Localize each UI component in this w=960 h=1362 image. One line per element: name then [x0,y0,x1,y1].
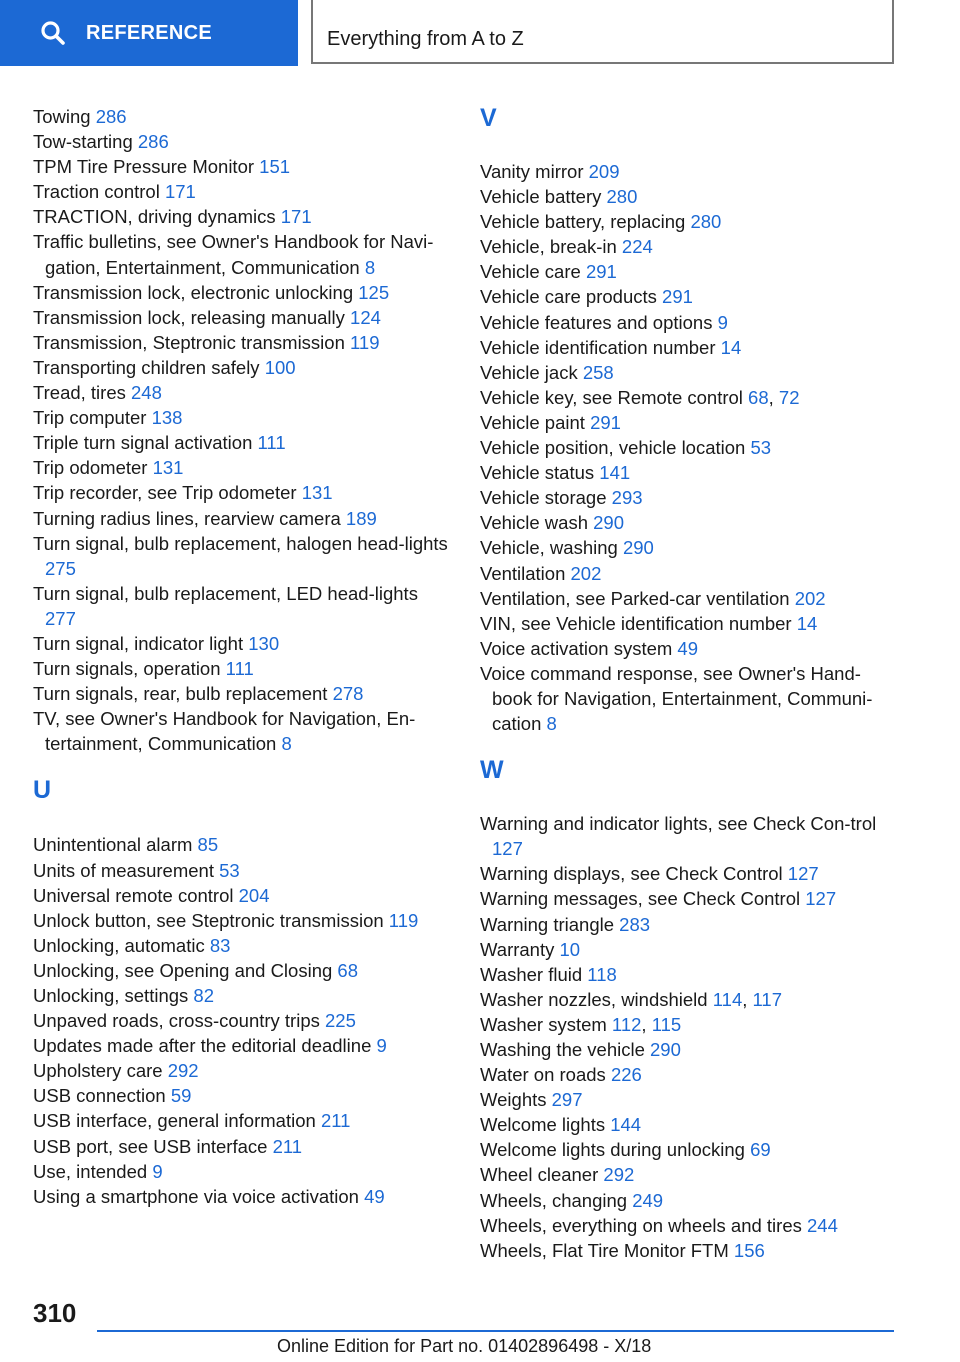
page-reference-link[interactable]: 280 [606,186,638,208]
index-entry-term: Vehicle battery [480,186,602,208]
index-entry-term: Welcome lights during unlocking [480,1139,745,1161]
index-entry [480,912,900,937]
page-reference-link[interactable]: 291 [585,261,617,283]
index-entry [33,706,453,756]
page-reference-link[interactable]: 131 [301,482,333,504]
index-entry [480,234,900,259]
index-entry [33,681,453,706]
section-title: Everything from A to Z [327,28,524,50]
page-reference-link[interactable]: 144 [610,1114,642,1136]
page-reference-link[interactable]: 258 [582,361,614,383]
index-entry [33,1008,453,1033]
index-entry-term: Use, intended [33,1160,148,1182]
index-entry [480,435,900,460]
index-entry-term: Warning displays, see Check Control [480,863,783,885]
index-entry-term: Vehicle, washing [480,537,618,559]
search-icon [40,19,68,47]
index-entry [33,983,453,1008]
index-entry-term: Washer nozzles, windshield [480,988,708,1010]
page-reference-link[interactable]: 290 [593,512,624,534]
page-reference-link[interactable]: 127 [492,838,523,860]
page-reference-link[interactable]: 115 [651,1013,682,1035]
index-entry-term: Vanity mirror [480,161,584,182]
index-entry [480,535,900,560]
index-entry-term: Tow-starting [33,131,133,153]
page-reference-link[interactable]: 117 [752,988,783,1010]
page-reference-link[interactable]: 8 [364,256,376,278]
page-reference-link[interactable]: 68 [337,959,358,981]
index-entry-term: Warning messages, see Check Control [480,888,801,910]
index-entry-term: Wheels, everything on wheels and tires [480,1214,802,1236]
index-entry [480,184,900,209]
index-entry-term: Using a smartphone via voice activation [33,1185,359,1207]
index-entry [480,1238,900,1263]
page-reference-link[interactable]: 8 [546,713,557,735]
index-entry-term: Traffic bulletins, see Owner's Handbook for Navi-gation, Entertainment, Communication [33,231,434,278]
index-entry-term: Water on roads [480,1064,606,1086]
index-entry [480,962,900,987]
page-reference-link[interactable]: 53 [219,859,240,881]
index-entry-term: Trip recorder, see Trip odometer [33,482,297,504]
index-column-left [33,104,453,1209]
index-entry-term: Ventilation, see Parked-car ventilation [480,587,790,609]
index-entry [33,204,453,229]
page-reference-link[interactable]: 53 [750,437,772,459]
index-entry [33,581,453,631]
page-reference-link[interactable]: 69 [750,1139,771,1161]
page-reference-link[interactable]: 130 [248,632,280,654]
index-entry-term: Warning and indicator lights, see Check Con-trol [480,813,877,835]
index-entry-term: Vehicle paint [480,411,585,433]
index-entry: Washer nozzles, windshield 114, 117 [480,988,783,1010]
index-entry-term: Turn signals, operation [33,658,221,680]
index-entry [33,531,453,581]
index-entry [480,335,900,360]
index-entry [33,933,453,958]
page-reference-link[interactable]: 127 [787,863,819,885]
index-letter-heading: U [33,776,52,805]
page-reference-link[interactable]: 278 [332,683,364,705]
index-entry [33,480,453,505]
index-entry [480,460,900,485]
page-reference-link[interactable]: 83 [209,934,231,956]
index-entry [480,586,900,611]
index-entry [33,330,453,355]
index-entry-term: Vehicle storage [480,487,607,509]
index-entry [33,656,453,681]
page-reference-link[interactable]: 292 [603,1164,635,1186]
page-reference-link[interactable]: 225 [325,1010,356,1032]
page-reference-link[interactable]: 68 [748,386,769,408]
index-entry [480,886,900,911]
index-entry-term: Vehicle, break-in [480,236,617,258]
index-entry-term: Washer fluid [480,963,583,985]
index-entry [33,179,453,204]
index-entry-term: Turning radius lines, rearview camera [33,507,341,529]
page-reference-link[interactable]: 141 [599,462,631,484]
index-entry [480,310,900,335]
page-reference-link[interactable]: 125 [358,281,390,303]
index-entry [480,209,900,234]
page-reference-link[interactable]: 204 [238,884,270,906]
index-entry [33,883,453,908]
index-entry [33,405,453,430]
index-entry-term: Vehicle position, vehicle location [480,437,746,459]
index-entry-term: Upholstery care [33,1060,163,1082]
index-entry-term: Unlocking, see Opening and Closing [33,959,333,981]
index-entry [33,908,453,933]
index-entry-term: USB connection [33,1085,166,1107]
index-column-right [480,104,900,1263]
index-entry-term: Unintentional alarm [33,834,193,856]
index-entry-term: Unlock button, see Steptronic transmission [33,909,384,931]
index-entry-term: Unlocking, settings [33,985,189,1006]
index-entry-term: Unlocking, automatic [33,934,205,956]
index-entry-term: Washer system [480,1013,607,1035]
index-entry-term: Transmission lock, electronic unlocking [33,281,354,303]
page-reference-link[interactable]: 280 [690,211,722,233]
index-entry-term: Updates made after the editorial deadline [33,1035,372,1057]
index-entry [480,1162,900,1187]
index-entry [33,506,453,531]
page-reference-link[interactable]: 291 [590,411,621,433]
page-reference-link[interactable]: 112 [611,1013,642,1035]
index-entry [33,280,453,305]
page-reference-link[interactable]: 290 [650,1039,681,1060]
index-entry [480,1112,900,1137]
index-entry-term: TRACTION, driving dynamics [33,206,276,228]
reference-tab-label: REFERENCE [86,21,213,44]
page-reference-link[interactable]: 85 [197,834,219,856]
index-entry-term: Weights [480,1089,547,1111]
page-reference-link[interactable]: 286 [95,106,127,127]
page-reference-link[interactable]: 9 [152,1160,163,1182]
index-entry-term: Ventilation [480,562,566,584]
index-entry [33,455,453,480]
page-reference-link[interactable]: 49 [677,637,698,659]
index-entry-term: Wheels, Flat Tire Monitor FTM [480,1239,729,1261]
page-reference-link[interactable]: 156 [733,1239,765,1261]
page-reference-link[interactable]: 277 [45,607,76,629]
page-reference-link[interactable]: 291 [662,286,693,308]
page-reference-link[interactable]: 189 [345,507,377,529]
index-entry [480,861,900,886]
page-reference-link[interactable]: 171 [280,206,312,228]
index-entry-term: Vehicle status [480,462,595,484]
page-reference-link[interactable]: 14 [796,612,818,634]
page-reference-link[interactable]: 100 [264,356,296,378]
page-reference-link[interactable]: 138 [151,407,183,429]
page-number: 310 [33,1298,77,1328]
index-entry [480,410,900,435]
index-entry-term: TV, see Owner's Handbook for Navigation, En-tertainment, Communication [33,708,416,755]
page-reference-link[interactable]: 114 [712,988,743,1010]
index-entry [33,1134,453,1159]
index-entry [480,1137,900,1162]
index-entry [33,1108,453,1133]
index-entry [33,958,453,983]
index-entry [33,104,453,129]
page-reference-link[interactable]: 10 [559,938,581,960]
index-entry-term: Triple turn signal activation [33,432,253,454]
edition-note: Online Edition for Part no. 01402896498 - X/18 [277,1336,652,1356]
index-entry [33,380,453,405]
index-entry [480,636,900,661]
index-entry-term: Tread, tires [33,382,126,404]
page-reference-link[interactable]: 119 [388,909,419,931]
index-entry [480,1037,900,1062]
index-entry-term: Vehicle battery, replacing [480,211,686,233]
index-entry-term: Transmission, Steptronic transmission [33,331,345,353]
index-entry-term: Wheel cleaner [480,1164,599,1186]
index-entry [33,305,453,330]
index-entry [480,1062,900,1087]
index-entry [33,355,453,380]
index-entry-term: Trip computer [33,407,147,429]
index-entry-term: Warning triangle [480,913,615,935]
page-reference-link[interactable]: 151 [259,156,291,178]
index-entry-term: Turn signals, rear, bulb replacement [33,683,328,705]
index-entry-term: Voice activation system [480,637,673,659]
index-entry [480,661,900,736]
index-entry-term: USB port, see USB interface [33,1135,268,1157]
page-reference-link[interactable]: 111 [257,432,286,454]
page-reference-link[interactable]: 292 [167,1060,199,1082]
index-entry [33,154,453,179]
index-entry [480,1087,900,1112]
page-reference-link[interactable]: 119 [350,331,380,353]
page-reference-link[interactable]: 226 [610,1064,642,1086]
page-reference-link[interactable]: 59 [170,1085,192,1107]
page-reference-link[interactable]: 14 [720,336,742,358]
index-entry [33,1033,453,1058]
footer-divider [97,1330,894,1332]
page-reference-link[interactable]: 9 [376,1035,387,1057]
index-entry [33,1058,453,1083]
page-reference-link[interactable]: 202 [794,587,826,609]
page-reference-link[interactable]: 209 [588,161,620,182]
index-entry [33,229,453,279]
index-entry-term: Turn signal, bulb replacement, halogen head-lights [33,532,448,554]
page-reference-link[interactable]: 118 [587,963,617,985]
page-reference-link[interactable]: 171 [164,181,196,203]
index-entry-term: Vehicle care [480,261,581,283]
index-entry [480,510,900,535]
page-reference-link[interactable]: 49 [364,1185,385,1207]
index-entry-term: Vehicle jack [480,361,578,383]
index-entry-term: USB interface, general information [33,1110,316,1132]
index-entry-term: Traction control [33,181,160,203]
index-entry [480,561,900,586]
index-entry-term: Welcome lights [480,1114,606,1136]
index-entry [33,129,453,154]
page-reference-link[interactable]: 224 [621,236,653,258]
index-entry-term: Universal remote control [33,884,234,906]
page-reference-link[interactable]: 82 [193,985,214,1006]
page-reference-link[interactable]: 249 [632,1189,664,1211]
index-entry-term: Vehicle wash [480,512,588,534]
index-entry [33,858,453,883]
page-reference-link[interactable]: 244 [807,1214,838,1236]
page-reference-link[interactable]: 124 [350,306,381,328]
index-entry-term: Vehicle care products [480,286,657,308]
index-entry [33,631,453,656]
page-reference-link[interactable]: 127 [805,888,837,910]
index-entry-term: Transporting children safely [33,356,260,378]
index-entry [480,284,900,309]
index-entry: Washer system 112, 115 [480,1013,682,1035]
index-entry-term: Vehicle identification number [480,336,716,358]
page-reference-link[interactable]: 248 [131,382,162,404]
reference-tab[interactable] [0,0,298,66]
page-reference-link[interactable]: 293 [611,487,643,509]
index-entry-term: Unpaved roads, cross-country trips [33,1010,320,1032]
index-entry-term: Transmission lock, releasing manually [33,306,345,328]
index-letter-heading: V [480,104,497,132]
index-entry-term: Turn signal, indicator light [33,632,244,654]
index-entry-term: Vehicle key, see Remote control [480,386,743,408]
index-entry-term: Warranty [480,938,555,960]
page-reference-link[interactable]: 131 [152,457,184,479]
index-entry [480,611,900,636]
page-reference-link[interactable]: 290 [622,537,654,559]
index-entry-term: Wheels, changing [480,1189,628,1211]
page-reference-link[interactable]: 211 [320,1110,351,1132]
index-entry [480,485,900,510]
index-entry-term: Vehicle features and options [480,311,713,333]
index-entry [480,1188,900,1213]
index-entry-term: VIN, see Vehicle identification number [480,612,792,634]
index-entry [33,1184,453,1209]
index-entry-term: Trip odometer [33,457,148,479]
index-entry [33,1159,453,1184]
page-reference-link[interactable]: 211 [272,1135,303,1157]
index-entry [480,1213,900,1238]
page-reference-link[interactable]: 72 [778,386,800,408]
index-entry-term: Washing the vehicle [480,1039,645,1060]
index-entry-term: Towing [33,106,91,127]
page-reference-link[interactable]: 9 [717,311,728,333]
index-entry [480,360,900,385]
index-entry-term: Units of measurement [33,859,214,881]
page-reference-link[interactable]: 202 [570,562,602,584]
index-entry [480,937,900,962]
index-entry [33,1083,453,1108]
index-entry [480,159,900,184]
index-entry-term: Turn signal, bulb replacement, LED head-lights [33,582,418,604]
index-entry [480,259,900,284]
index-entry [33,430,453,455]
page-reference-link[interactable]: 283 [619,913,651,935]
index-entry [480,811,900,861]
index-letter-heading: W [480,756,504,785]
index-entry-term: TPM Tire Pressure Monitor [33,156,255,178]
page-reference-link[interactable]: 286 [137,131,169,153]
index-entry-term: Voice command response, see Owner's Hand-book for Navigation, Entertainment, Communi-cation [480,662,873,735]
section-header [311,0,894,64]
index-entry: Vehicle key, see Remote control 68, 72 [480,386,800,408]
page-reference-link[interactable]: 297 [551,1089,583,1111]
page-reference-link[interactable]: 275 [45,557,76,579]
index-entry [33,832,453,857]
page-reference-link[interactable]: 111 [225,658,254,680]
page-reference-link[interactable]: 8 [281,733,292,755]
